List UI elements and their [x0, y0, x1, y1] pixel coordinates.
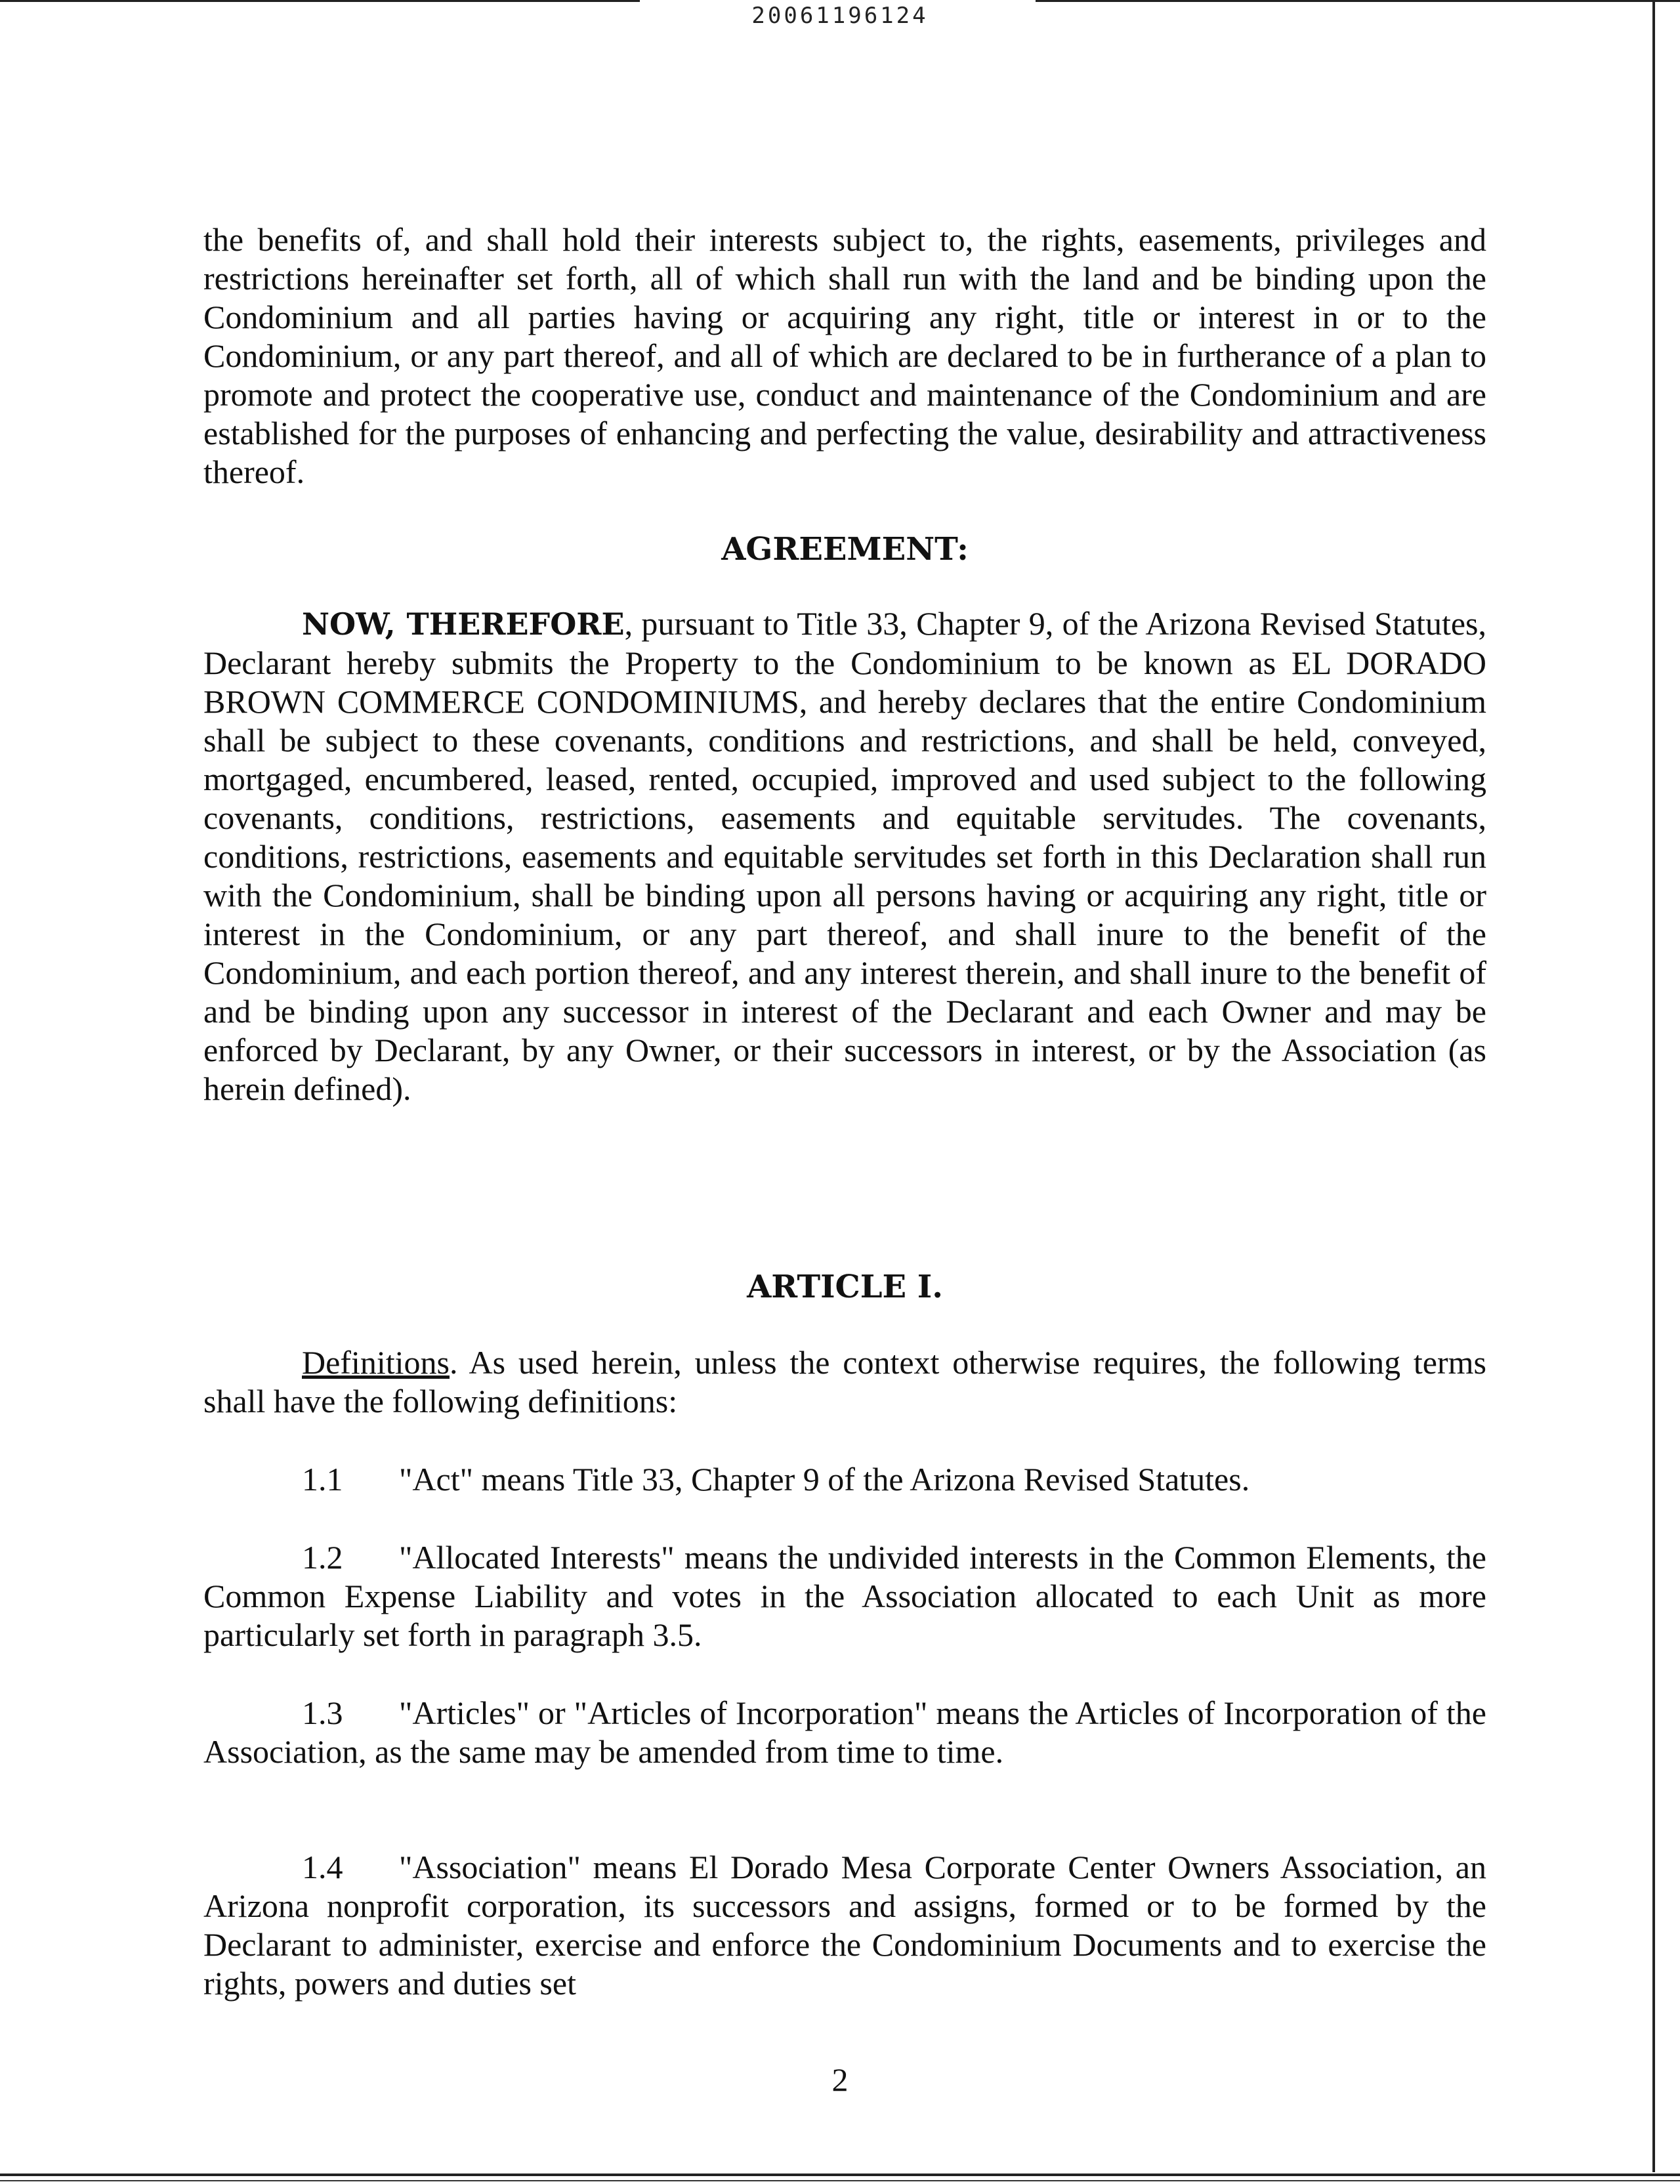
definition-item	[203, 1694, 1486, 1771]
article-heading: ARTICLE I.	[747, 1269, 943, 1305]
definitions-intro	[203, 1343, 1486, 1421]
definition-number: 1.1	[302, 1461, 343, 1498]
recording-number: 20061196124	[751, 3, 929, 29]
definition-text: "Articles" or "Articles of Incorporation" means the Articles of Incorporation of the Association, as the same may be amended from time to time.	[203, 1694, 1486, 1770]
definition-number: 1.2	[302, 1539, 343, 1576]
agreement-lead: NOW, THEREFORE	[302, 606, 625, 642]
definition-text: "Association" means El Dorado Mesa Corporate Center Owners Association, an Arizona nonprofit corporation, its successors and assigns, formed or to be formed by the Declarant to administer, exercise and enforce the Condominium Documents and to exercise the rights, powers and duties set	[203, 1849, 1486, 2002]
definition-text: "Act" means Title 33, Chapter 9 of the Arizona Revised Statutes.	[399, 1461, 1250, 1498]
definition-item	[203, 1538, 1486, 1654]
page-number: 2	[831, 2061, 849, 2098]
definition-number: 1.4	[302, 1849, 343, 1885]
definitions-label: Definitions	[302, 1344, 450, 1381]
definitions-intro-text: . As used herein, unless the context otherwise requires, the following terms shall have the following definitions:	[203, 1344, 1486, 1419]
agreement-paragraph	[203, 604, 1486, 1108]
definition-text: "Allocated Interests" means the undivided interests in the Common Elements, the Common Expense Liability and votes in the Association allocated to each Unit as more particularly set forth in paragraph 3.5.	[203, 1539, 1486, 1653]
scan-border-top-right	[1036, 0, 1680, 2]
agreement-heading: AGREEMENT:	[721, 531, 969, 568]
definition-item	[203, 1848, 1486, 2003]
scan-border-bottom	[0, 2174, 1680, 2176]
agreement-body: , pursuant to Title 33, Chapter 9, of the Arizona Revised Statutes, Declarant hereby submits the Property to the Condominium to be known as EL DORADO BROWN COMMERCE CONDOMINIUMS, and hereby declares that the entire Condominium shall be subject to these covenants, conditions and restrictions, and shall be held, conveyed, mortgaged, encumbered, leased, rented, occupied, improved and used subject to the following covenants, conditions, restrictions, easements and equitable servitudes. The covenants, conditions, restrictions, easements and equitable servitudes set forth in this Declaration shall run with the Condominium, shall be binding upon all persons having or acquiring any right, title or interest in the Condominium, or any part thereof, and shall inure to the benefit of the Condominium, and each portion thereof, and any interest therein, and shall inure to the benefit of and be binding upon any successor in interest of the Declarant and each Owner and may be enforced by Declarant, by any Owner, or their successors in interest, or by the Association (as herein defined).	[203, 605, 1486, 1107]
scan-border-bottom-secondary	[0, 2180, 1680, 2181]
definition-number: 1.3	[302, 1694, 343, 1731]
scan-border-top-left	[0, 0, 640, 2]
definition-item	[203, 1460, 1486, 1499]
scan-border-right	[1652, 0, 1655, 2172]
intro-paragraph: the benefits of, and shall hold their interests subject to, the rights, easements, privileges and restrictions hereinafter set forth, all of which shall run with the land and be binding upon the Condominium and all parties having or acquiring any right, title or interest in or to the Condominium, or any part thereof, and all of which are declared to be in furtherance of a plan to promote and protect the cooperative use, conduct and maintenance of the Condominium and are established for the purposes of enhancing and perfecting the value, desirability and attractiveness thereof.	[203, 221, 1486, 490]
